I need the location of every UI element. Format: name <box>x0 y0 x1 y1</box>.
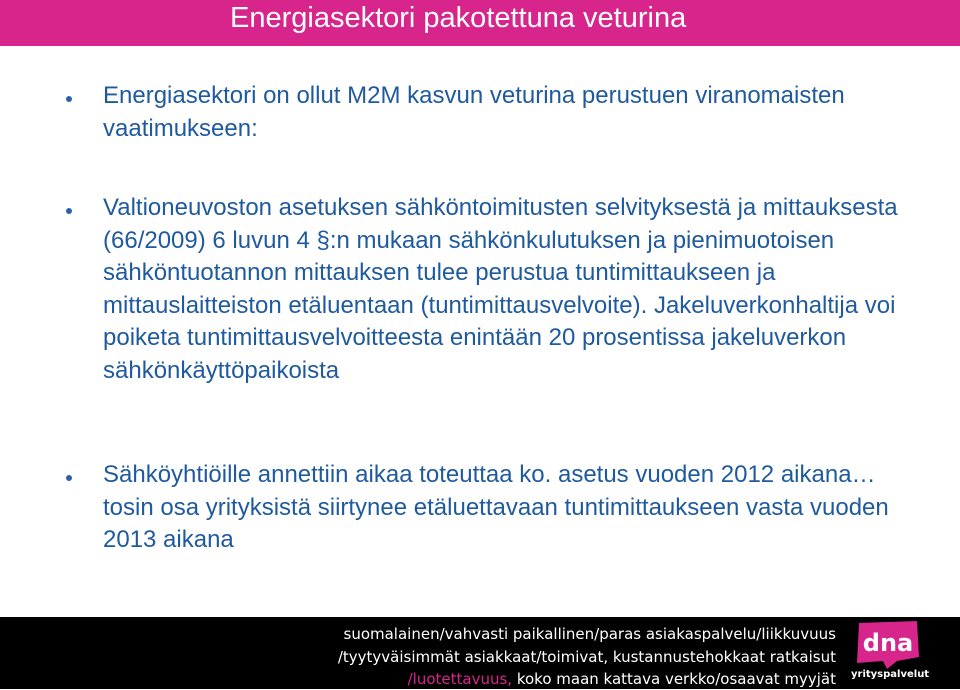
footer-bar <box>0 617 960 689</box>
logo-caption: yrityspalvelut <box>851 669 930 680</box>
slide-title: Energiasektori pakotettuna veturina <box>230 2 687 34</box>
bullet-text: Energiasektori on ollut M2M kasvun veturina perustuen viranomaisten vaatimukseen: <box>103 82 845 142</box>
tagline-line-1: suomalainen/vahvasti paikallinen/paras asiakaspalvelu/liikkuvuus <box>343 625 836 643</box>
logo-wordmark: dna <box>862 629 914 657</box>
bullet-dot-icon <box>66 475 72 481</box>
dna-logo-icon <box>851 619 923 669</box>
bullet-dot-icon <box>66 96 72 102</box>
title-bar <box>0 0 960 46</box>
dna-logo <box>851 619 930 685</box>
tagline-line-3 <box>316 668 836 690</box>
bullet-dot-icon <box>66 208 72 214</box>
tagline-line-2: /tyytyväisimmät asiakkaat/toimivat, kustannustehokkaat ratkaisut <box>337 648 836 666</box>
bullet-text: Valtioneuvoston asetuksen sähköntoimitusten selvityksestä ja mittauksesta (66/2009) 6 luvun 4 §:n mukaan sähkönkulutuksen ja pienimuotoisen sähköntuotannon mittauksen tulee perustua tuntimittaukseen ja mittauslaitteiston etäluentaan (tuntimittausvelvoite). Jakeluverkonhaltija voi poiketa tuntimittausvelvoitteesta enintään 20 prosentissa jakeluverkon sähkönkäyttöpaikoista <box>103 194 898 384</box>
tagline-highlight: /luotettavuus, <box>407 670 513 688</box>
bullet-text: Sähköyhtiöille annettiin aikaa toteuttaa ko. asetus vuoden 2012 aikana… tosin osa yrityksistä siirtynee etäluettavaan tuntimittaukseen vasta vuoden 2013 aikana <box>103 461 889 553</box>
tagline-rest: koko maan kattava verkko/osaavat myyjät <box>512 670 836 688</box>
